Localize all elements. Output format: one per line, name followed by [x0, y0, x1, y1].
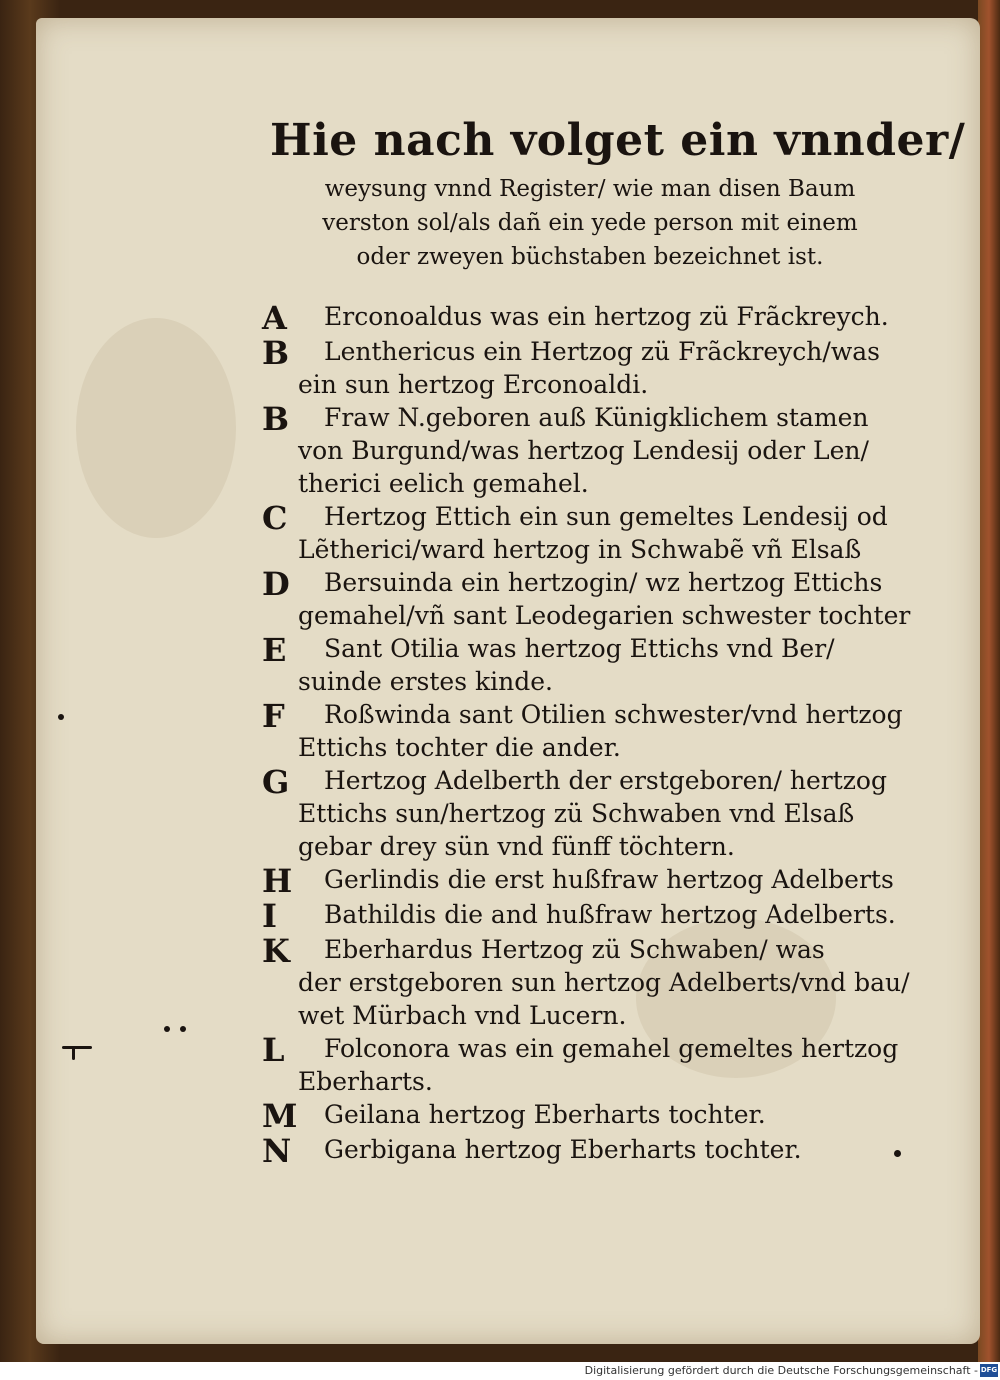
heading-line: verston sol/als dañ ein yede person mit einem	[322, 210, 858, 236]
footer-credit: Digitalisierung gefördert durch die Deutsche Forschungsgemeinschaft -	[584, 1364, 978, 1377]
entry-line: gemahel/vñ sant Leodegarien schwester tochter	[298, 601, 911, 630]
entry-line: suinde erstes kinde.	[298, 667, 553, 696]
entry-line: Sant Otilia was hertzog Ettichs vnd Ber/	[324, 634, 835, 663]
register-entry	[262, 898, 912, 933]
register-list	[262, 300, 912, 1168]
margin-mark	[58, 714, 64, 720]
entry-line: Fraw N.geboren auß Künigklichem stamen	[324, 403, 869, 432]
entry-letter: L	[262, 1031, 285, 1069]
margin-mark	[62, 1046, 92, 1049]
register-entry	[262, 500, 912, 566]
entry-line: gebar drey sün vnd fünff töchtern.	[298, 832, 735, 861]
heading-title: Hie nach volget ein vnnder/	[270, 115, 966, 166]
register-entry	[262, 1032, 912, 1098]
entry-line: Lẽtherici/ward hertzog in Schwabẽ vñ Elsaß	[298, 535, 862, 564]
register-entry	[262, 401, 912, 500]
entry-letter: A	[262, 299, 287, 337]
entry-line: Bersuinda ein hertzogin/ wz hertzog Ettichs	[324, 568, 883, 597]
register-entry	[262, 335, 912, 401]
entry-text	[298, 764, 912, 863]
register-entry	[262, 632, 912, 698]
entry-text	[298, 698, 912, 764]
entry-letter: I	[262, 897, 277, 935]
entry-line: Roßwinda sant Otilien schwester/vnd hertzog	[324, 700, 903, 729]
entry-text	[324, 863, 912, 896]
book-edge	[978, 0, 1000, 1362]
footer-bar	[0, 1362, 1000, 1380]
register-entry	[262, 764, 912, 863]
entry-letter: F	[262, 697, 285, 735]
entry-line: Bathildis die and hußfraw hertzog Adelberts.	[324, 900, 896, 929]
entry-line: Ettichs sun/hertzog zü Schwaben vnd Elsaß	[298, 799, 855, 828]
entry-letter: D	[262, 565, 290, 603]
register-entry	[262, 566, 912, 632]
entry-line: der erstgeboren sun hertzog Adelberts/vnd bau/	[298, 968, 910, 997]
entry-line: wet Mürbach vnd Lucern.	[298, 1001, 627, 1030]
entry-text	[298, 632, 912, 698]
margin-mark	[164, 1026, 170, 1032]
entry-text	[324, 1133, 912, 1166]
entry-letter: B	[262, 400, 290, 438]
entry-line: therici eelich gemahel.	[298, 469, 589, 498]
entry-line: Erconoaldus was ein hertzog zü Frãckreych.	[324, 302, 889, 331]
entry-text	[298, 500, 912, 566]
entry-line: Eberharts.	[298, 1067, 433, 1096]
dfg-logo: DFG	[980, 1364, 998, 1377]
entry-line: Folconora was ein gemahel gemeltes hertzog	[324, 1034, 899, 1063]
page-stain	[76, 318, 236, 538]
register-entry	[262, 1098, 912, 1133]
entry-line: Eberhardus Hertzog zü Schwaben/ was	[324, 935, 825, 964]
entry-letter: K	[262, 932, 290, 970]
entry-letter: G	[262, 763, 290, 801]
entry-letter: E	[262, 631, 287, 669]
entry-line: von Burgund/was hertzog Lendesij oder Len/	[298, 436, 869, 465]
register-entry	[262, 1133, 912, 1168]
page-heading	[270, 110, 966, 274]
entry-letter: C	[262, 499, 288, 537]
margin-mark	[180, 1026, 186, 1032]
entry-letter: H	[262, 862, 293, 900]
entry-text	[298, 1032, 912, 1098]
entry-text	[324, 300, 912, 333]
entry-letter: B	[262, 334, 290, 372]
register-entry	[262, 933, 912, 1032]
entry-text	[298, 933, 912, 1032]
entry-line: Lenthericus ein Hertzog zü Frãckreych/was	[324, 337, 880, 366]
entry-text	[298, 566, 912, 632]
entry-text	[298, 335, 912, 401]
entry-line: Hertzog Ettich ein sun gemeltes Lendesij od	[324, 502, 888, 531]
register-entry	[262, 300, 912, 335]
entry-text	[324, 1098, 912, 1131]
entry-line: Ettichs tochter die ander.	[298, 733, 621, 762]
register-entry	[262, 863, 912, 898]
entry-text	[298, 401, 912, 500]
entry-letter: M	[262, 1097, 298, 1135]
heading-line: oder zweyen büchstaben bezeichnet ist.	[356, 244, 824, 270]
entry-text	[324, 898, 912, 931]
heading-line: weysung vnnd Register/ wie man disen Baum	[324, 176, 856, 202]
margin-mark	[72, 1046, 75, 1060]
register-entry	[262, 698, 912, 764]
entry-line: Gerlindis die erst hußfraw hertzog Adelberts	[324, 865, 894, 894]
entry-letter: N	[262, 1132, 292, 1170]
margin-mark	[894, 1150, 901, 1157]
entry-line: ein sun hertzog Erconoaldi.	[298, 370, 649, 399]
entry-line: Gerbigana hertzog Eberharts tochter.	[324, 1135, 802, 1164]
entry-line: Geilana hertzog Eberharts tochter.	[324, 1100, 766, 1129]
entry-line: Hertzog Adelberth der erstgeboren/ hertzog	[324, 766, 887, 795]
